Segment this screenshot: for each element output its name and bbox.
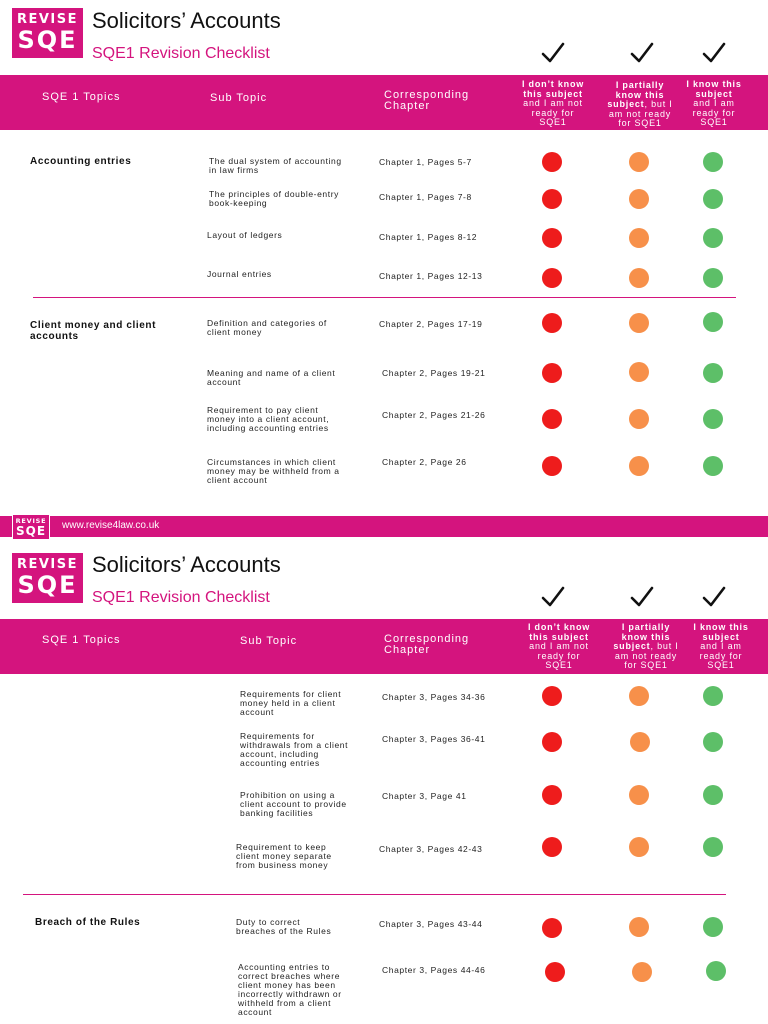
status-know-button[interactable] bbox=[703, 732, 723, 752]
revise-sqe-logo: REVISE SQE bbox=[12, 8, 83, 58]
status-know-button[interactable] bbox=[703, 917, 723, 937]
topic-label: Breach of the Rules bbox=[35, 917, 141, 928]
header-status-know: I know this subject and I am ready for SQE1 bbox=[686, 79, 742, 127]
status-partially-know-button[interactable] bbox=[629, 837, 649, 857]
checkmark-icon bbox=[541, 585, 565, 609]
subtopic-text: Duty to correct breaches of the Rules bbox=[236, 917, 332, 936]
subtopic-text: Prohibition on using a client account to provide banking facilities bbox=[240, 790, 347, 818]
chapter-ref: Chapter 1, Pages 8-12 bbox=[379, 232, 478, 242]
header-subtopic: Sub Topic bbox=[210, 92, 268, 104]
chapter-ref: Chapter 3, Pages 43-44 bbox=[379, 919, 483, 929]
chapter-ref: Chapter 3, Pages 36-41 bbox=[382, 734, 486, 744]
status-partially-know-button[interactable] bbox=[629, 686, 649, 706]
subtopic-text: Accounting entries to correct breaches where client money has been incorrectly withdrawn or withheld from a client account bbox=[238, 962, 342, 1017]
status-know-button[interactable] bbox=[706, 961, 726, 981]
chapter-ref: Chapter 1, Pages 5-7 bbox=[379, 157, 472, 167]
header-chapter: Corresponding Chapter bbox=[384, 89, 470, 112]
doc-subtitle: SQE1 Revision Checklist bbox=[92, 589, 270, 606]
header-status-dont-know: I don’t know this subject and I am not ready for SQE1 bbox=[527, 622, 591, 670]
status-know-button[interactable] bbox=[703, 686, 723, 706]
header-status-dont-know: I don’t know this subject and I am not ready for SQE1 bbox=[521, 79, 585, 127]
header-status-know: I know this subject and I am ready for SQE1 bbox=[693, 622, 749, 670]
footer-url-link[interactable]: www.revise4law.co.uk bbox=[62, 520, 160, 531]
topic-label: Accounting entries bbox=[30, 156, 132, 167]
header-status-partially-know: I partially know this subject, but I am not ready for SQE1 bbox=[607, 80, 673, 128]
chapter-ref: Chapter 2, Pages 21-26 bbox=[382, 410, 486, 420]
chapter-ref: Chapter 1, Pages 12-13 bbox=[379, 271, 483, 281]
subtopic-text: Requirements for client money held in a client account bbox=[240, 689, 342, 717]
chapter-ref: Chapter 3, Pages 42-43 bbox=[379, 844, 483, 854]
header-topics: SQE 1 Topics bbox=[42, 91, 121, 103]
status-partially-know-button[interactable] bbox=[629, 917, 649, 937]
status-partially-know-button[interactable] bbox=[630, 732, 650, 752]
checkmark-icon bbox=[702, 585, 726, 609]
subtopic-text: Requirement to keep client money separate from business money bbox=[236, 842, 332, 870]
topic-label: Client money and client accounts bbox=[30, 320, 157, 342]
status-dont-know-button[interactable] bbox=[542, 686, 562, 706]
status-dont-know-button[interactable] bbox=[542, 837, 562, 857]
header-status-partially-know: I partially know this subject, but I am not ready for SQE1 bbox=[613, 622, 679, 670]
doc-title: Solicitors’ Accounts bbox=[92, 8, 281, 33]
subtopic-text: Requirement to pay client money into a client account, including accounting entries bbox=[207, 405, 330, 433]
subtopic-text: Definition and categories of client money bbox=[207, 318, 327, 337]
subtopic-text: Layout of ledgers bbox=[207, 230, 283, 240]
chapter-ref: Chapter 1, Pages 7-8 bbox=[379, 192, 472, 202]
doc-subtitle: SQE1 Revision Checklist bbox=[92, 45, 270, 62]
section-divider bbox=[23, 894, 726, 895]
footer-logo: REVISE SQE bbox=[12, 514, 50, 540]
status-partially-know-button[interactable] bbox=[632, 962, 652, 982]
subtopic-text: Meaning and name of a client account bbox=[207, 368, 336, 387]
subtopic-text: The principles of double-entry book-keeping bbox=[209, 189, 339, 208]
status-know-button[interactable] bbox=[703, 785, 723, 805]
subtopic-text: Requirements for withdrawals from a client account, including accounting entries bbox=[240, 731, 349, 768]
header-chapter: Corresponding Chapter bbox=[384, 633, 470, 656]
table-header bbox=[0, 619, 768, 674]
status-partially-know-button[interactable] bbox=[629, 785, 649, 805]
chapter-ref: Chapter 2, Pages 19-21 bbox=[382, 368, 486, 378]
revise-sqe-logo: REVISE SQE bbox=[12, 553, 83, 603]
status-dont-know-button[interactable] bbox=[542, 918, 562, 938]
chapter-ref: Chapter 3, Page 41 bbox=[382, 791, 467, 801]
status-dont-know-button[interactable] bbox=[542, 732, 562, 752]
chapter-ref: Chapter 3, Pages 34-36 bbox=[382, 692, 486, 702]
chapter-ref: Chapter 2, Page 26 bbox=[382, 457, 467, 467]
chapter-ref: Chapter 3, Pages 44-46 bbox=[382, 965, 486, 975]
status-dont-know-button[interactable] bbox=[545, 962, 565, 982]
subtopic-text: The dual system of accounting in law firms bbox=[209, 156, 342, 175]
header-subtopic: Sub Topic bbox=[240, 635, 298, 647]
subtopic-text: Journal entries bbox=[207, 269, 272, 279]
header-topics: SQE 1 Topics bbox=[42, 634, 121, 646]
doc-title: Solicitors’ Accounts bbox=[92, 552, 281, 577]
status-know-button[interactable] bbox=[703, 837, 723, 857]
status-dont-know-button[interactable] bbox=[542, 785, 562, 805]
checkmark-icon bbox=[630, 585, 654, 609]
subtopic-text: Circumstances in which client money may be withheld from a client account bbox=[207, 457, 340, 485]
chapter-ref: Chapter 2, Pages 17-19 bbox=[379, 319, 483, 329]
